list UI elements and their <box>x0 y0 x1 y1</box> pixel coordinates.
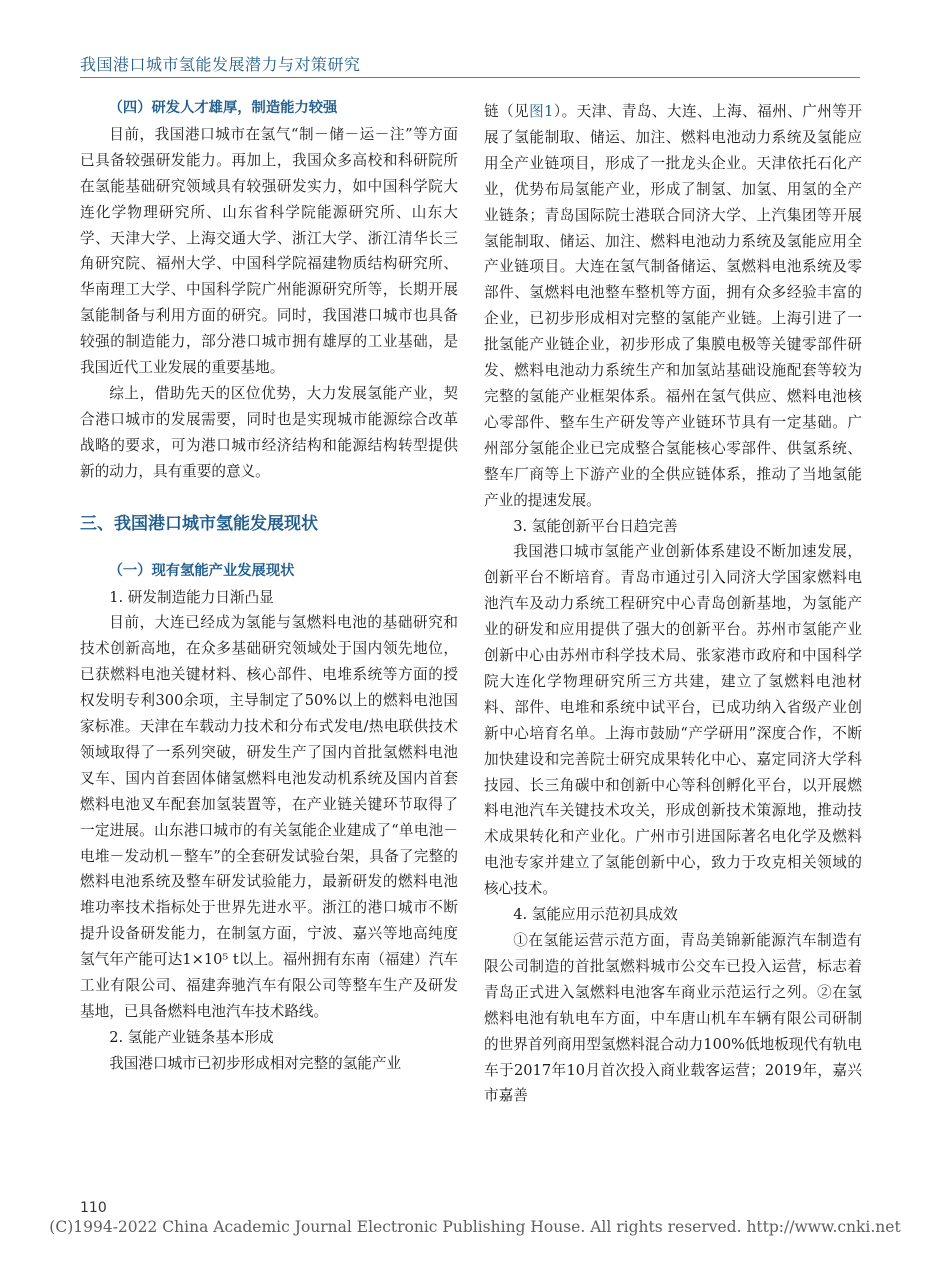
figure-reference-link[interactable]: 图1 <box>529 103 554 120</box>
paragraph: 目前，大连已经成为氢能与氢燃料电池的基础研究和技术创新高地，在众多基础研究领域处于国内领先地位，已获燃料电池关键材料、核心部件、电堆系统等方面的授权发明专利300余项，主导制定了50%以上的燃料电池国家标准。天津在车载动力技术和分布式发电/热电联供技术领域取得了一系列突破，研发生产了国内首批氢燃料电池叉车、国内首套固体储氢燃料电池发动机系统及国内首套燃料电池叉车配套加氢装置等，在产业链关键环节取得了一定进展。山东港口城市的有关氢能企业建成了“单电池－电堆－发动机－整车”的全套研发试验台架，具备了完整的燃料电池系统及整车研发试验能力，最新研发的燃料电池堆功率技术指标处于世界先进水平。浙江的港口城市不断提升设备研发能力，在制氢方面，宁波、嘉兴等地高纯度氢气年产能可达1×10⁵ t以上。福州拥有东南（福建）汽车工业有限公司、福建奔驰汽车有限公司等整车生产及研发基地，已具备燃料电池汽车技术路线。 <box>80 614 458 1020</box>
page-number: 110 <box>80 1200 107 1216</box>
left-column <box>80 96 458 1077</box>
paragraph: 我国港口城市已初步形成相对完整的氢能产业 <box>109 1054 402 1072</box>
paragraph-continued <box>484 99 862 514</box>
numbered-item-heading: 2. 氢能产业链条基本形成 <box>109 1028 274 1046</box>
running-header: 我国港口城市氢能发展潜力与对策研究 <box>80 55 361 74</box>
text-fragment: ）。天津、青岛、大连、上海、福州、广州等开展了氢能制取、储运、加注、燃料电池动力系统及氢能应用全产业链项目，形成了一批龙头企业。天津依托石化产业，优势布局氢能产业，形成了制氢、加氢、用氢的全产业链条；青岛国际院士港联合同济大学、上汽集团等开展氢能制取、储运、加注、燃料电池动力系统及氢能应用全产业链项目。大连在氢气制备储运、氢燃料电池系统及零部件、氢燃料电池整车整机等方面，拥有众多经验丰富的企业，已初步形成相对完整的氢能产业链。上海引进了一批氢能产业链企业，初步形成了集膜电极等关键零部件研发、燃料电池动力系统生产和加氢站基础设施配套等较为完整的氢能产业框架体系。福州在氢气供应、燃料电池核心零部件、整车生产研发等产业链环节具有一定基础。广州部分氢能企业已完成整合氢能核心零部件、供氢系统、整车厂商等上下游产业的全供应链体系，推动了当地氢能产业的提速发展。 <box>484 103 862 509</box>
paragraph: 目前，我国港口城市在氢气“制－储－运－注”等方面已具备较强研发能力。再加上，我国众多高校和科研院所在氢能基础研究领域具有较强研发实力，如中国科学院大连化学物理研究所、山东省科学院能源研究所、山东大学、天津大学、上海交通大学、浙江大学、浙江清华长三角研究院、福州大学、中国科学院福建物质结构研究所、华南理工大学、中国科学院广州能源研究所等，长期开展氢能制备与利用方面的研究。同时，我国港口城市也具备较强的制造能力，部分港口城市拥有雄厚的工业基础，是我国近代工业发展的重要基地。 <box>80 125 458 377</box>
paragraph: 综上，借助先天的区位优势，大力发展氢能产业，契合港口城市的发展需要，同时也是实现城市能源综合改革战略的要求，可为港口城市经济结构和能源结构转型提供新的动力，具有重要的意义。 <box>80 384 458 480</box>
paragraph: ①在氢能运营示范方面，青岛美锦新能源汽车制造有限公司制造的首批氢燃料城市公交车已投入运营，标志着青岛正式进入氢燃料电池客车商业示范运行之列。②在氢燃料电池有轨电车方面，中车唐山机车车辆有限公司研制的世界首列商用型氢燃料混合动力100%低地板现代有轨电车于2017年10月首次投入商业载客运营；2019年，嘉兴市嘉善 <box>484 932 862 1105</box>
numbered-item-heading: 3. 氢能创新平台日趋完善 <box>513 517 678 535</box>
copyright-footer: (C)1994-2022 China Academic Journal Electronic Publishing House. All rights reserved. http://www.cnki.net <box>49 1218 901 1236</box>
subheading-research-talent: （四）研发人才雄厚，制造能力较强 <box>108 100 338 116</box>
subheading-industry-status: （一）现有氢能产业发展现状 <box>108 562 295 579</box>
text-fragment: 链（见 <box>484 103 530 120</box>
right-column <box>484 99 862 1109</box>
paragraph: 我国港口城市氢能产业创新体系建设不断加速发展，创新平台不断培育。青岛市通过引入同济大学国家燃料电池汽车及动力系统工程研究中心青岛创新基地，为氢能产业的研发和应用提供了强大的创新平台。苏州市氢能产业创新中心由苏州市科学技术局、张家港市政府和中国科学院大连化学物理研究所三方共建，建立了氢燃料电池材料、部件、电堆和系统中试平台，已成功纳入省级产业创新中心培育名单。上海市鼓励“产学研用”深度合作，不断加快建设和完善院士研究成果转化中心、嘉定同济大学科技园、长三角碳中和创新中心等科创孵化平台，以开展燃料电池汽车关键技术攻关，形成创新技术策源地，推动技术成果转化和产业化。广州市引进国际著名电化学及燃料电池专家并建立了氢能创新中心，致力于攻克相关领域的核心技术。 <box>484 543 862 898</box>
section-heading: 三、我国港口城市氢能发展现状 <box>80 513 318 534</box>
numbered-item-heading: 4. 氢能应用示范初具成效 <box>513 906 678 924</box>
numbered-item-heading: 1. 研发制造能力日渐凸显 <box>109 588 274 606</box>
header-divider <box>80 77 860 78</box>
